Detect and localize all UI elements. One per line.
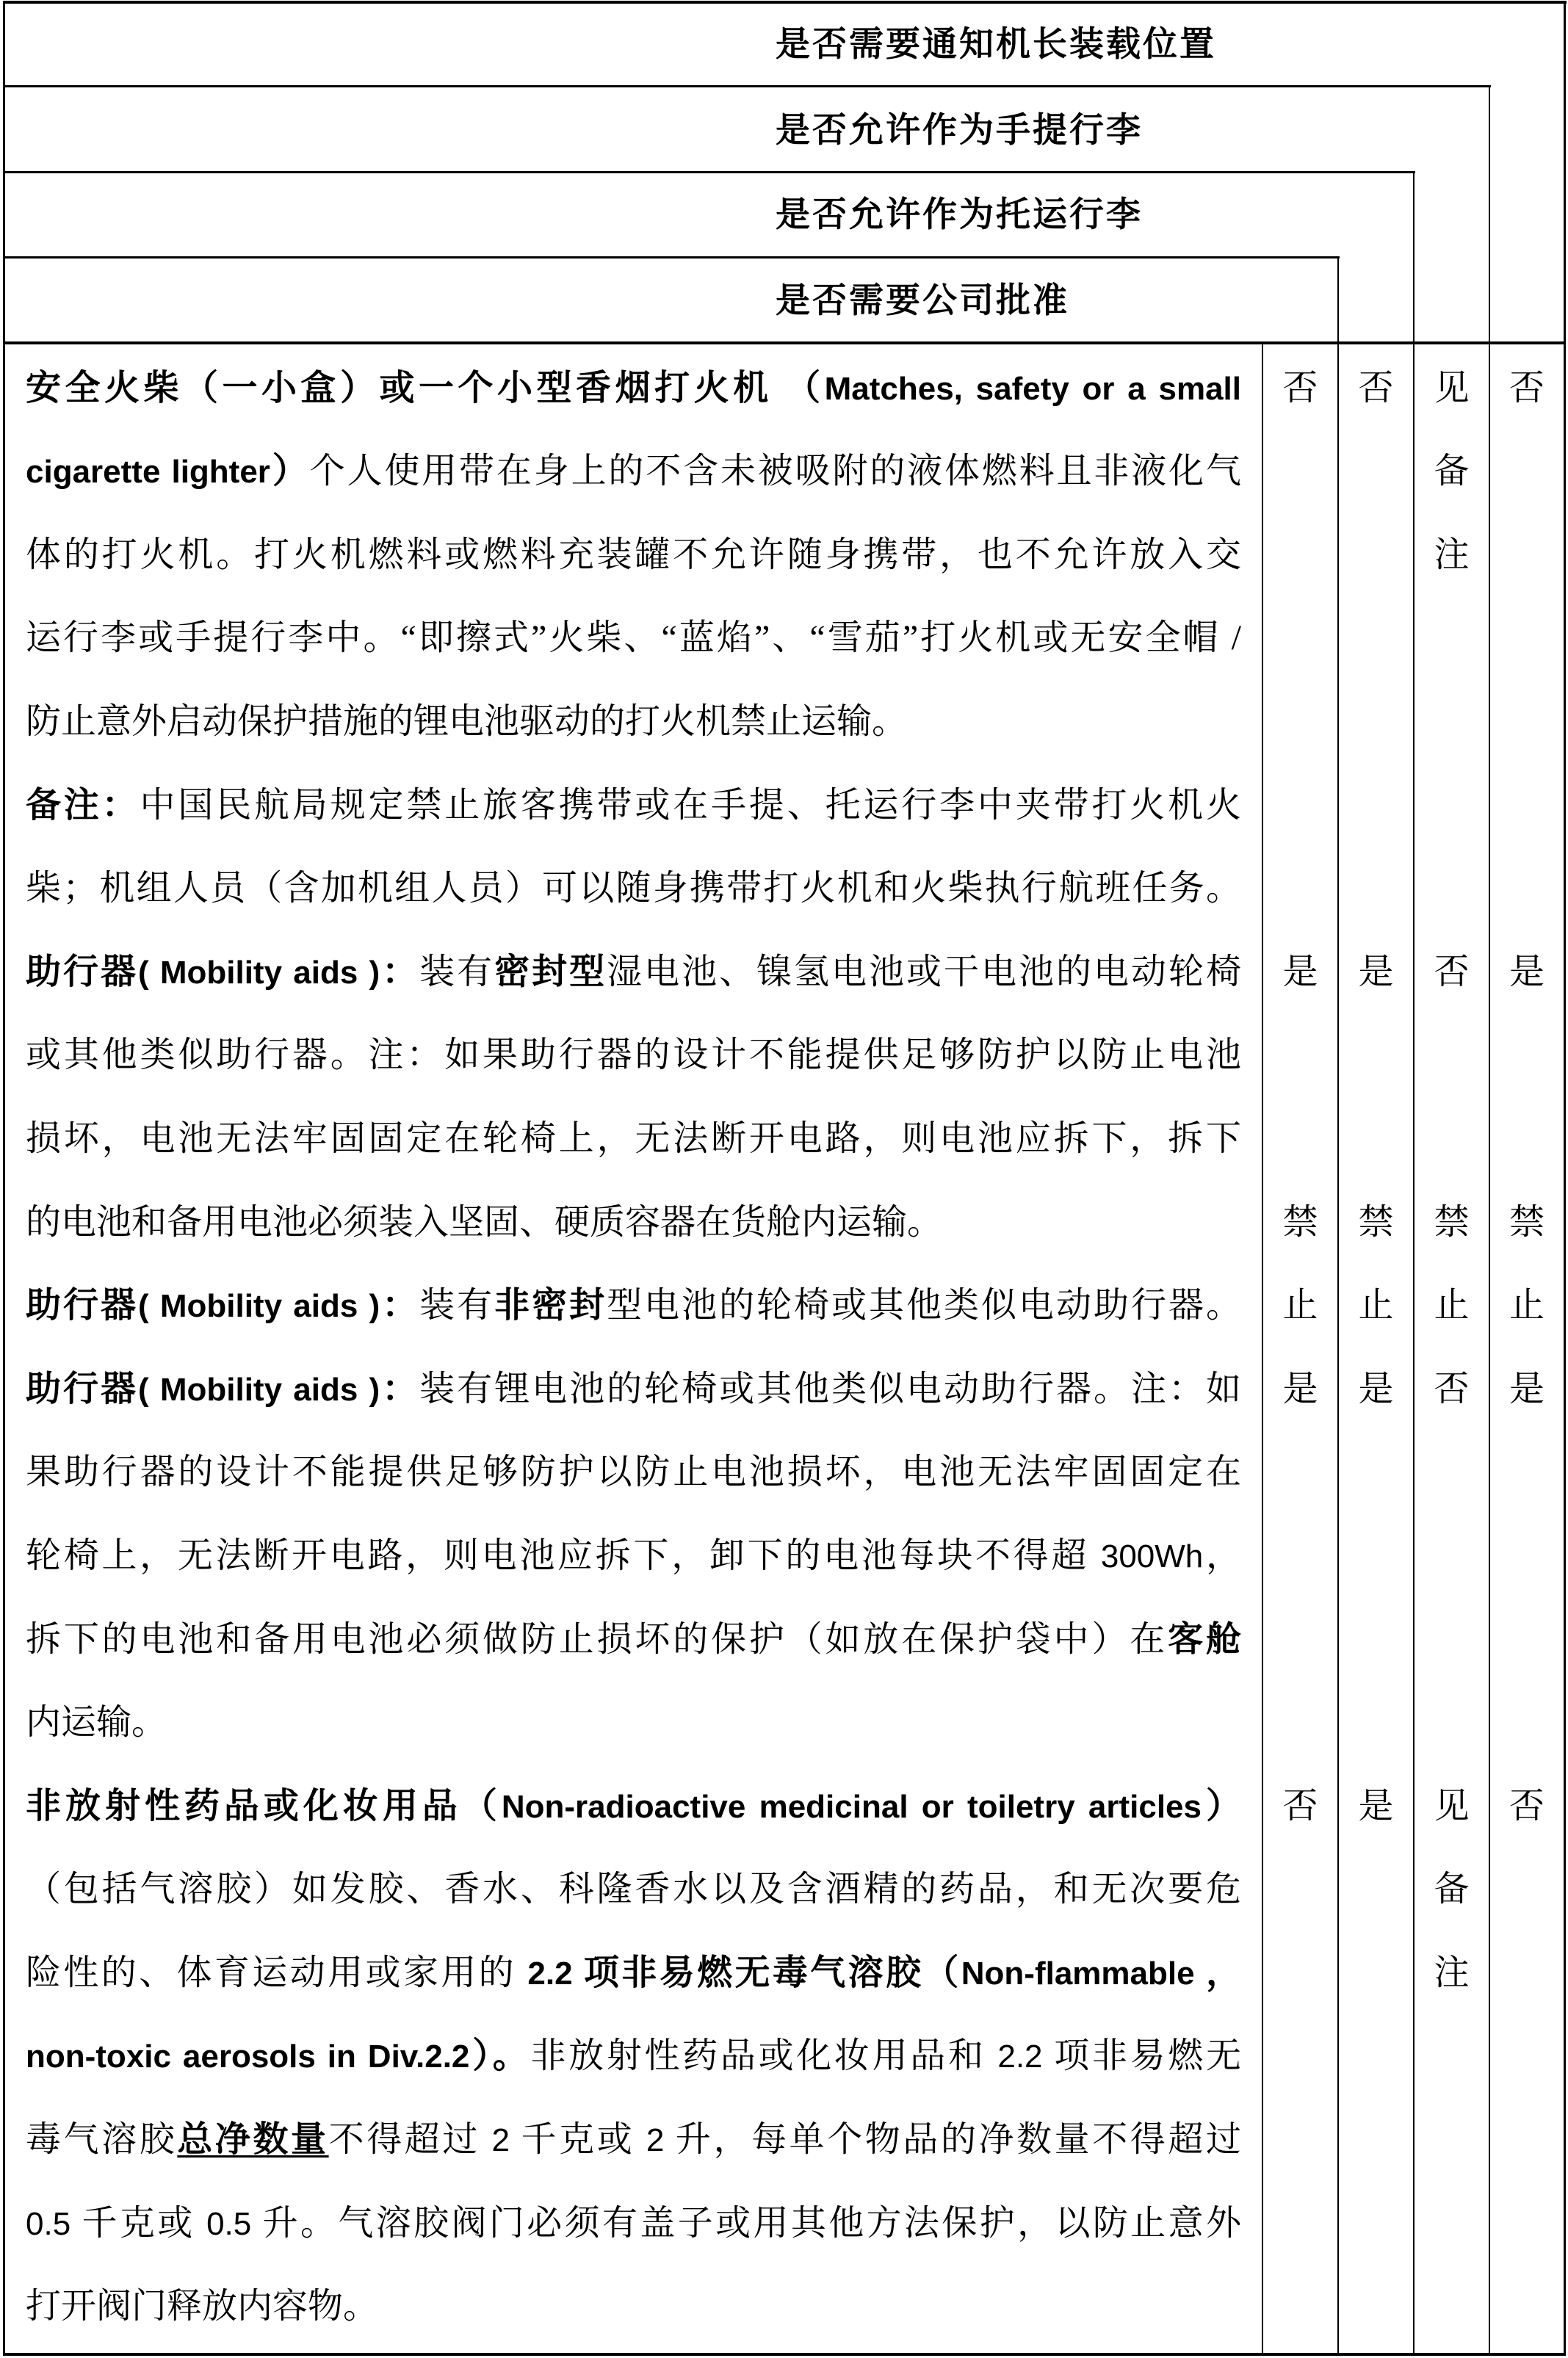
bold-text: 备注：	[26, 785, 140, 825]
bold-text: 非放射性药品或化妆用品	[26, 1786, 462, 1826]
bold-text: ：	[380, 952, 420, 991]
cell-value: 备	[1434, 450, 1470, 492]
grid-line-bottom	[3, 2353, 1566, 2356]
bold-text: 非密封	[494, 1286, 607, 1326]
text-line	[26, 930, 1241, 1014]
text-run: 体的打火机。打火机燃料或燃料充装罐不允许随身携带，也不允许放入交	[26, 535, 1241, 574]
header-notify-captain-loading-position: 是否需要通知机长装载位置	[776, 24, 1216, 65]
text-line	[26, 1598, 1241, 1682]
bold-text: ：	[380, 1369, 420, 1408]
text-run: 项非易燃无	[1042, 2036, 1241, 2076]
text-line	[26, 1681, 1241, 1765]
text-run: 装有	[419, 952, 495, 991]
header-allowed-as-carry-on: 是否允许作为手提行李	[776, 110, 1143, 151]
text-run: 2	[646, 2122, 665, 2159]
text-line	[26, 2182, 1241, 2265]
text-run: 装有	[419, 1286, 495, 1326]
text-line	[26, 764, 1241, 847]
bold-text: ）	[270, 452, 310, 491]
text-line	[26, 2098, 1241, 2182]
text-line	[26, 1514, 1241, 1598]
bold-text: ）。	[469, 2036, 531, 2076]
underlined-emphasis-text: 总净数量	[177, 2120, 329, 2160]
bold-text: ）	[1201, 1786, 1241, 1826]
cell-value: 止	[1282, 1284, 1318, 1326]
text-run: 柴；机组人员（含加机组人员）可以随身携带打火机和火柴执行航班任务。	[26, 869, 1241, 908]
text-run: 运行李或手提行李中。“即擦式”火柴、“蓝焰”、“雪茄”打火机或无安全帽 /	[26, 618, 1241, 658]
cell-value: 是	[1358, 950, 1394, 992]
item-description-column	[26, 347, 1241, 2348]
text-run: 300Wh	[1100, 1538, 1204, 1574]
cell-value: 见	[1434, 1784, 1470, 1826]
bold-text: 助行器	[26, 1369, 138, 1408]
text-run: 2.2	[997, 2039, 1043, 2075]
text-run: 升，每单个物品的净数量不得超过	[664, 2120, 1241, 2160]
text-run: 内运输。	[26, 1703, 167, 1743]
header-allowed-as-checked: 是否允许作为托运行李	[776, 195, 1143, 235]
text-line	[26, 1431, 1241, 1514]
cell-value: 否	[1434, 1367, 1470, 1409]
grid-line-header-row-2	[3, 171, 1415, 173]
bold-text: ，	[1194, 1953, 1241, 1992]
text-run: 个人使用带在身上的不含未被吸附的液体燃料且非液化气	[309, 452, 1241, 491]
text-run: 毒气溶胶	[26, 2120, 178, 2160]
text-line	[26, 596, 1241, 680]
text-line	[26, 347, 1241, 430]
text-run: 拆下的电池和备用电池必须做防止损坏的保护（如放在保护袋中）在	[26, 1619, 1168, 1659]
text-run: 装有锂电池的轮椅或其他类似电动助行器。注：如	[419, 1369, 1241, 1408]
text-run: 2	[491, 2122, 510, 2159]
text-line	[26, 1264, 1241, 1348]
text-run: 或其他类似助行器。注：如果助行器的设计不能提供足够防护以防止电池	[26, 1035, 1241, 1075]
column-company-approval	[1263, 347, 1337, 2348]
cell-value: 禁	[1434, 1201, 1470, 1243]
bold-text: 助行器	[26, 1286, 138, 1326]
cell-value: 止	[1358, 1284, 1394, 1326]
text-line	[26, 2014, 1241, 2098]
bold-text: 客舱	[1168, 1619, 1241, 1659]
bold-text: ( Mobility aids )	[137, 1371, 380, 1408]
bold-text: 2.2	[527, 1955, 573, 1992]
cell-value: 备	[1434, 1868, 1470, 1910]
text-run: 防止意外启动保护措施的锂电池驱动的打火机禁止运输。	[26, 701, 908, 741]
cell-value: 是	[1358, 1367, 1394, 1409]
text-run: 千克或	[509, 2120, 646, 2160]
cell-value: 是	[1358, 1784, 1394, 1826]
text-run: 0.5	[206, 2205, 252, 2242]
grid-line-left	[3, 1, 5, 2356]
text-line	[26, 1848, 1241, 1931]
bold-text: ( Mobility aids )	[137, 954, 380, 991]
cell-value: 否	[1509, 1784, 1544, 1826]
bold-text: （	[461, 1786, 502, 1826]
text-line	[26, 847, 1241, 930]
text-run: 打开阀门释放内容物。	[26, 2287, 379, 2326]
bold-text: cigarette lighter	[26, 454, 270, 491]
text-run: 不得超过	[328, 2120, 492, 2160]
cell-value: 禁	[1282, 1201, 1318, 1243]
bold-text: Non-radioactive medicinal or toiletry articles	[501, 1788, 1202, 1825]
text-run: 型电池的轮椅或其他类似电动助行器。	[607, 1286, 1241, 1326]
bold-text: 助行器	[26, 952, 138, 991]
cell-value: 否	[1434, 950, 1470, 992]
text-line	[26, 2265, 1241, 2348]
cell-value: 否	[1282, 1784, 1318, 1826]
text-run: 湿电池、镍氢电池或干电池的电动轮椅	[607, 952, 1241, 991]
bold-text: Non-flammable	[961, 1955, 1195, 1992]
bold-text: 安全火柴（一小盒）或一个小型香烟打火机	[26, 368, 773, 408]
bold-text: ( Mobility aids )	[137, 1288, 380, 1325]
cell-value: 是	[1509, 1367, 1544, 1409]
grid-line-header-row-1	[3, 85, 1491, 87]
bold-text: 项非易燃无毒气溶胶（	[572, 1953, 961, 1992]
cell-value: 禁	[1358, 1201, 1394, 1243]
text-line	[26, 1931, 1241, 2015]
column-carry-on-baggage	[1415, 347, 1489, 2348]
text-run: （包括气溶胶）如发胶、香水、科隆香水以及含酒精的药品，和无次要危	[26, 1870, 1241, 1909]
cell-value: 注	[1434, 533, 1470, 575]
bold-text: Matches, safety or a small	[824, 370, 1241, 407]
cell-value: 是	[1282, 1367, 1318, 1409]
bold-text: （	[772, 368, 825, 408]
text-line	[26, 513, 1241, 597]
column-checked-baggage	[1339, 347, 1413, 2348]
text-run: 的电池和备用电池必须装入坚固、硬质容器在货舱内运输。	[26, 1202, 943, 1242]
cell-value: 止	[1434, 1284, 1470, 1326]
text-line	[26, 1013, 1241, 1097]
text-line	[26, 1097, 1241, 1181]
cell-value: 是	[1509, 950, 1544, 992]
cell-value: 止	[1509, 1284, 1544, 1326]
text-line	[26, 1181, 1241, 1265]
text-line	[26, 430, 1241, 513]
cell-value: 否	[1509, 366, 1544, 408]
text-run: 0.5	[26, 2205, 71, 2242]
cell-value: 禁	[1509, 1201, 1544, 1243]
cell-value: 否	[1358, 366, 1394, 408]
column-notify-captain	[1490, 347, 1564, 2348]
text-line	[26, 1348, 1241, 1431]
cell-value: 见	[1434, 366, 1470, 408]
text-run: 轮椅上，无法断开电路，则电池应拆下，卸下的电池每块不得超	[26, 1536, 1101, 1575]
text-run: 升。气溶胶阀门必须有盖子或用其他方法保护，以防止意外	[251, 2203, 1241, 2243]
text-line	[26, 1765, 1241, 1848]
text-line	[26, 680, 1241, 764]
text-run: 非放射性药品或化妆用品和	[530, 2036, 998, 2076]
bold-text: 密封型	[494, 952, 607, 991]
text-run: 损坏，电池无法牢固固定在轮椅上，无法断开电路，则电池应拆下，拆下	[26, 1118, 1241, 1158]
text-run: 千克或	[71, 2203, 207, 2243]
text-run: 中国民航局规定禁止旅客携带或在手提、托运行李中夹带打火机火	[140, 785, 1241, 825]
cell-value: 注	[1434, 1951, 1470, 1993]
text-run: 险性的、体育运动用或家用的	[26, 1953, 528, 1992]
text-run: ，	[1203, 1536, 1241, 1575]
bold-text: non-toxic aerosols in Div.2.2	[26, 2039, 470, 2075]
cell-value: 是	[1282, 950, 1318, 992]
bold-text: ：	[380, 1286, 420, 1326]
text-run: 果助行器的设计不能提供足够防护以防止电池损坏，电池无法牢固固定在	[26, 1453, 1241, 1492]
grid-line-right	[1564, 1, 1566, 2356]
cell-value: 否	[1282, 366, 1318, 408]
header-company-approval-required: 是否需要公司批准	[776, 281, 1069, 321]
